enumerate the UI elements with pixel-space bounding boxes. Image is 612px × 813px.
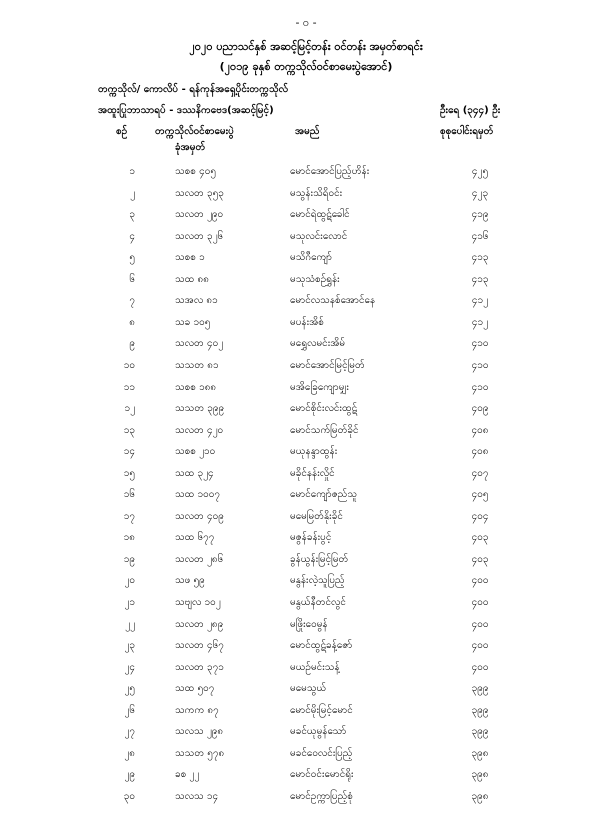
student-name: မနွန်းလဲ့သူပြည့် (290, 575, 345, 587)
total-score: ၄၀၈ (471, 424, 489, 436)
roll-number: သသတ ၈၁ (175, 359, 219, 371)
row-number: ၁၈ (123, 532, 135, 544)
student-name: ခွန်ယွန်းမြင့်မြတ် (290, 553, 349, 565)
header-roll-line1: တက္ကသိုလ်ဝင်စာမေးပွဲ (155, 126, 234, 137)
row-number: ၃၀ (123, 790, 135, 802)
student-name: မသုသံစဉ်ရွှန်း (290, 273, 340, 285)
major-line: အထူးပြုဘာသာရပ် - ဒဿနိကဗေဒ(အဆင့်မြင့်) (98, 105, 274, 116)
roll-number: သလတ ၄၆၇ (175, 640, 224, 652)
table-row (0, 487, 612, 511)
row-number: ၄ (129, 230, 135, 242)
table-row (0, 681, 612, 705)
roll-number: ခစ ၂၂ (175, 769, 200, 781)
table-row (0, 595, 612, 619)
row-number: ၂၅ (124, 683, 135, 695)
student-name: မအိခြေကျောမျှး (290, 381, 349, 393)
student-name: မသုလင်းလောင် (290, 230, 348, 242)
row-number: ၆ (129, 273, 135, 285)
roll-number: သလတ ၂၈၉ (175, 618, 224, 630)
student-name: မယုနန္ဒာထွန်း (290, 446, 338, 458)
roll-number: သလသ ၂၉၈ (175, 726, 224, 738)
roll-number: သသတ ၃၉၉ (175, 403, 225, 415)
student-name: မောင်လသနစ်အောင်နေ (290, 295, 376, 307)
table-row (0, 660, 612, 684)
document-subtitle: (၂၀၁၉ ခုနှစ် တက္ကသိုလ်ဝင်စာမေးပွဲအောင်) (219, 60, 393, 73)
total-score: ၄၁၃ (471, 273, 489, 285)
table-row (0, 380, 612, 404)
total-score: ၄၀၀ (471, 575, 489, 587)
row-number: ၂၉ (124, 769, 135, 781)
total-score: ၄၁၃ (471, 252, 489, 264)
header-score: စုစုပေါင်းရမှတ် (440, 126, 494, 137)
student-name: မနွယ်နီတင်လွင် (290, 597, 346, 608)
roll-number: သလတ ၂၈၆ (175, 553, 224, 565)
total-score: ၄၀၅ (471, 489, 489, 501)
roll-number: သလတ ၂၉၀ (175, 209, 224, 221)
table-row (0, 552, 612, 576)
roll-number: သစစ ၁ (175, 252, 205, 264)
table-row (0, 617, 612, 641)
table-row (0, 789, 612, 813)
student-name: မမေမြတ်နိုးခိုင် (290, 510, 343, 522)
total-score: ၄၁၉ (471, 209, 489, 221)
table-row (0, 703, 612, 727)
total-score: ၃၉၈ (471, 769, 489, 781)
table-row (0, 509, 612, 533)
student-name: မဇွန်ခန်းပွင့် (290, 532, 332, 544)
table-row (0, 423, 612, 447)
table-row (0, 186, 612, 210)
roll-number: သဖ ၅၉ (175, 575, 205, 587)
table-row (0, 401, 612, 425)
table-row (0, 466, 612, 490)
row-number: ၂၂ (125, 618, 135, 630)
roll-number: သလသ ၁၄ (175, 790, 219, 802)
row-number: ၁၀ (123, 359, 135, 371)
table-row (0, 724, 612, 748)
header-no: စဉ် (116, 126, 128, 137)
total-score: ၃၉၉ (471, 704, 489, 716)
roll-number: သလတ ၃၇၁ (175, 661, 224, 673)
row-number: ၉ (129, 338, 135, 350)
row-number: ၂၄ (124, 661, 135, 673)
roll-number: သသတ ၅၇၈ (175, 747, 225, 759)
total-score: ၄၁၂ (471, 295, 489, 307)
student-name: မောင်မိုးမြင့်မောင် (290, 704, 353, 716)
total-score: ၄၀၉ (471, 403, 489, 415)
student-name: မောင်ရဲထွဋ်ခေါင် (290, 209, 350, 221)
total-score: ၄၀၃ (471, 532, 489, 544)
roll-number: သခ ၁၀၅ (175, 316, 211, 328)
student-name: မပန်းအိစ် (290, 316, 324, 328)
student-name: မခင်ဝေလင်းပြည့် (290, 747, 353, 759)
student-name: မောင်ဝင်းမောင်ရိုး (290, 769, 354, 781)
row-number: ၁၅ (123, 467, 135, 479)
row-number: ၁၄ (123, 446, 135, 458)
table-row (0, 229, 612, 253)
total-score: ၄၁၀ (471, 359, 489, 371)
row-number: ၂ (130, 187, 135, 199)
table-row (0, 638, 612, 662)
student-name: မောင်ဥက္ကာပြည့်စုံ (290, 790, 353, 802)
total-score: ၄၀၇ (471, 467, 489, 479)
row-number: ၃ (129, 209, 135, 221)
total-score: ၄၀၄ (471, 510, 489, 522)
row-number: ၅ (129, 252, 135, 264)
page-number: - ၀ - (295, 16, 317, 29)
total-score: ၄၁၀ (471, 381, 489, 393)
table-row (0, 746, 612, 770)
total-score: ၄၀၀ (471, 640, 489, 652)
table-row (0, 530, 612, 554)
table-row (0, 573, 612, 597)
row-number: ၁၂ (124, 403, 135, 415)
table-row (0, 207, 612, 231)
table-row (0, 444, 612, 468)
student-name: မောင်စိုင်းလင်းထွဋ် (290, 403, 358, 415)
roll-number: သထ ၆၇၇ (175, 532, 215, 544)
table-row (0, 164, 612, 188)
row-number: ၁၉ (123, 553, 135, 565)
total-score: ၄၁၀ (471, 338, 489, 350)
roll-number: သထ ၃၂၄ (175, 467, 214, 479)
total-score: ၃၉၉ (471, 726, 489, 738)
total-score: ၄၀၈ (471, 446, 489, 458)
total-score: ၃၉၈ (471, 747, 489, 759)
roll-number: သထ ၅၀၇ (175, 683, 215, 695)
student-name: မသိဂီကျော် (290, 252, 333, 264)
student-count: ဦးရေ (၃၄၄) ဦး (440, 105, 501, 116)
student-name: မမေသွယ် (290, 683, 327, 695)
student-name: မောင်ထွဋ်ခန့်ဇော် (290, 640, 353, 652)
header-name: အမည် (295, 126, 320, 137)
roll-number: သစစ ၄၀၅ (175, 166, 216, 177)
university-line: တက္ကသိုလ်/ ကောလိပ် - ရန်ကုန်အရှေ့ပိုင်းတက္ကသိုလ် (98, 84, 288, 95)
row-number: ၂၆ (124, 704, 135, 716)
total-score: ၄၂၃ (471, 187, 489, 199)
roll-number: သကက ၈၇ (175, 704, 219, 716)
student-name: မောင်အောင်ပြည့်ဟိန်း (290, 166, 370, 177)
row-number: ၁၃ (123, 424, 135, 436)
row-number: ၁ (129, 166, 135, 177)
roll-number: သစစ ၂၁၀ (175, 446, 216, 458)
roll-number: သထ ၁၀၀၇ (175, 489, 221, 501)
roll-number: သစစ ၁၈၈ (175, 381, 217, 393)
row-number: ၈ (129, 316, 135, 328)
row-number: ၂၀ (124, 575, 135, 587)
header-roll-line2: ခုံအမှတ် (175, 142, 206, 153)
student-name: မခင်ယုမွန်သော် (290, 726, 347, 738)
row-number: ၂၈ (124, 747, 135, 759)
row-number: ၂၁ (124, 597, 135, 608)
roll-number: သလတ ၃၅၃ (175, 187, 224, 199)
row-number: ၂၇ (124, 726, 135, 738)
student-name: မယဉ်မင်းသန့် (290, 661, 340, 673)
table-row (0, 358, 612, 382)
row-number: ၇ (129, 295, 135, 307)
student-name: မသွန်းသိရိဝင်း (290, 187, 343, 199)
roll-number: သဗျလ ၁၀၂ (175, 597, 221, 608)
roll-number: သအလ ၈၁ (175, 295, 218, 307)
student-name: မခိုင်နန်းလှိုင် (290, 467, 335, 479)
total-score: ၄၂၅ (471, 166, 489, 177)
table-row (0, 272, 612, 296)
total-score: ၄၀၃ (471, 553, 489, 565)
student-name: မောင်သက်မြတ်ခိုင် (290, 424, 359, 436)
total-score: ၄၁၆ (471, 230, 489, 242)
total-score: ၃၉၈ (471, 790, 489, 802)
roll-number: သထ ၈၈ (175, 273, 209, 285)
student-name: မဖြိုးဝေမွန် (290, 618, 328, 630)
table-row (0, 315, 612, 339)
total-score: ၄၀၀ (471, 618, 489, 630)
total-score: ၄၀၀ (471, 661, 489, 673)
row-number: ၁၆ (123, 489, 135, 501)
student-name: မောင်ကျော်ဇည်သူ (290, 489, 357, 501)
total-score: ၄၁၂ (471, 316, 489, 328)
row-number: ၂၃ (124, 640, 135, 652)
roll-number: သလတ ၄၀၂ (175, 338, 224, 350)
row-number: ၁၇ (123, 510, 135, 522)
table-row (0, 767, 612, 791)
roll-number: သလတ ၃၂၆ (175, 230, 224, 242)
student-name: မောင်အောင်မြင့်မြတ် (290, 359, 365, 371)
student-name: မရွှေလမင်းအိမ် (290, 338, 346, 350)
table-row (0, 293, 612, 317)
table-row (0, 250, 612, 274)
total-score: ၄၀၀ (471, 597, 489, 608)
table-row (0, 336, 612, 360)
roll-number: သလတ ၄၀၉ (175, 510, 224, 522)
total-score: ၃၉၉ (471, 683, 489, 695)
roll-number: သလတ ၄၂၀ (175, 424, 224, 436)
row-number: ၁၁ (123, 381, 135, 393)
document-title: ၂၀၂၀ ပညာသင်နှစ် အဆင့်မြင့်တန်း ဝင်တန်း အမှတ်စာရင်း (189, 40, 423, 53)
